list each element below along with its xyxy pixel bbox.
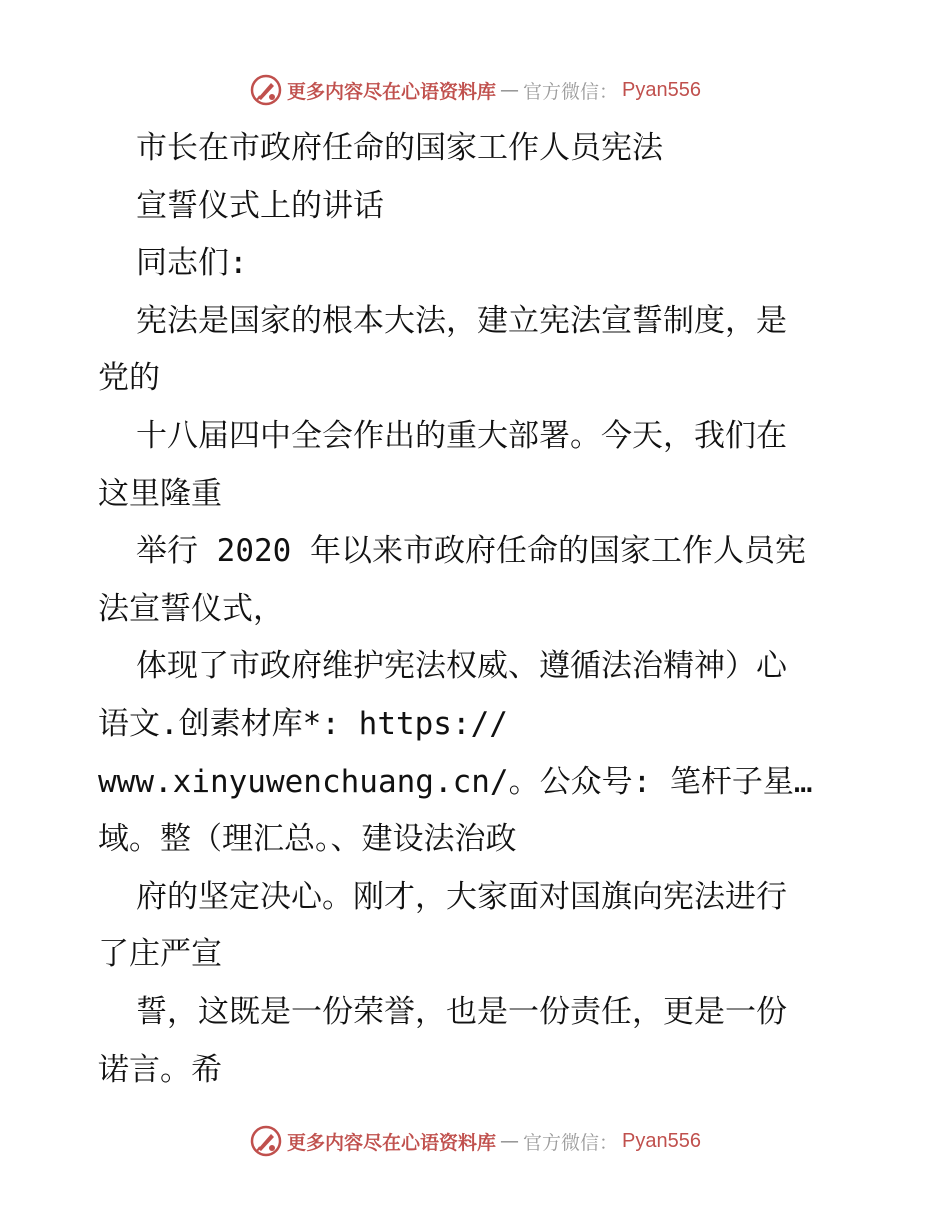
header-wechat-id: Pyan556 <box>622 78 701 101</box>
paragraph-line: 誓，这既是一份荣誉，也是一份责任，更是一份 <box>136 993 787 1030</box>
paragraph-line: 了庄严宣 <box>98 936 222 973</box>
header-official-label: 官方微信： <box>523 80 619 103</box>
document-body <box>98 120 858 1099</box>
footer-dash: — <box>500 1130 520 1152</box>
paragraph-line: 域。整（理汇总。、建设法治政 <box>98 821 517 858</box>
paragraph-line: 宪法是国家的根本大法，建立宪法宣誓制度，是 <box>136 302 787 339</box>
footer-brand-text: 更多内容尽在心语资料库 <box>287 1131 497 1154</box>
quill-logo-icon <box>249 1124 283 1158</box>
title-line-1: 市长在市政府任命的国家工作人员宪法 <box>136 130 663 166</box>
paragraph-line: 诺言。希 <box>98 1051 222 1088</box>
footer-wechat-id: Pyan556 <box>622 1129 701 1152</box>
paragraph-line: 法宣誓仪式， <box>98 590 284 627</box>
paragraph-line: 府的坚定决心。刚才，大家面对国旗向宪法进行 <box>136 878 787 915</box>
salutation: 同志们: <box>136 245 248 282</box>
paragraph-line: 党的 <box>98 360 160 397</box>
paragraph-line: 十八届四中全会作出的重大部署。今天，我们在 <box>136 417 787 454</box>
footer-official-label: 官方微信： <box>523 1131 619 1154</box>
header-dash: — <box>500 79 520 101</box>
footer-watermark-banner <box>0 1123 950 1159</box>
paragraph-line: www.xinyuwenchuang.cn/。公众号: 笔杆子星… <box>98 763 813 800</box>
quill-logo-icon <box>249 73 283 107</box>
title-line-2: 宣誓仪式上的讲话 <box>136 187 384 224</box>
paragraph-line: 举行 2020 年以来市政府任命的国家工作人员宪 <box>136 533 806 570</box>
header-watermark-banner <box>0 72 950 108</box>
header-brand-text: 更多内容尽在心语资料库 <box>287 80 497 103</box>
paragraph-line: 这里隆重 <box>98 475 222 512</box>
paragraph-line: 语文.创素材库*: https:// <box>98 705 508 742</box>
paragraph-line: 体现了市政府维护宪法权威、遵循法治精神）心 <box>136 648 787 685</box>
